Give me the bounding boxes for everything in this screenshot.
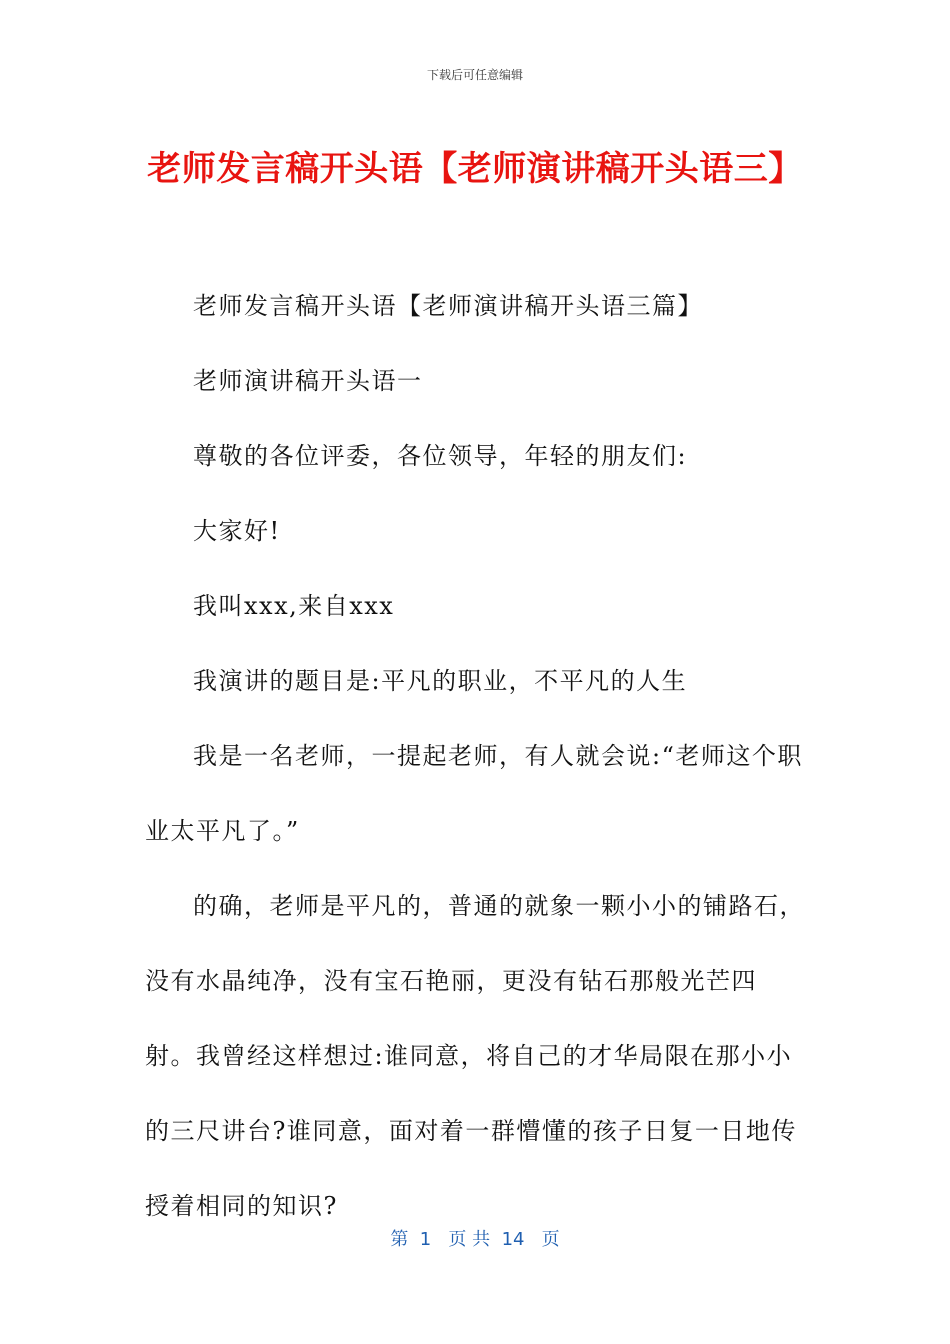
paragraph-body-2: 的确，老师是平凡的，普通的就象一颗小小的铺路石，没有水晶纯净，没有宝石艳丽，更没有钻石那般光芒四射。我曾经这样想过:谁同意，将自己的才华局限在那小小的三尺讲台?谁同意，面对着一群懵懂的孩子日复一日地传授着相同的知识? (145, 892, 805, 1220)
paragraph-salutation: 尊敬的各位评委，各位领导，年轻的朋友们: (193, 442, 688, 470)
document-body (145, 269, 805, 1244)
paragraph-section-heading: 老师演讲稿开头语一 (193, 367, 423, 395)
header-note: 下载后可任意编辑 (426, 68, 523, 82)
paragraph-greeting: 大家好! (193, 517, 281, 545)
paragraph-introduction: 我叫xxx,来自xxx (193, 592, 395, 620)
document-title: 老师发言稿开头语【老师演讲稿开头语三】 (147, 149, 803, 189)
paragraph-body-1: 我是一名老师，一提起老师，有人就会说:“老师这个职业太平凡了。” (145, 742, 803, 845)
paragraph-speech-topic: 我演讲的题目是:平凡的职业，不平凡的人生 (193, 667, 688, 695)
page-number-footer: 第 1 页 共 14 页 (390, 1229, 560, 1250)
paragraph-subtitle: 老师发言稿开头语【老师演讲稿开头语三篇】 (193, 292, 703, 320)
